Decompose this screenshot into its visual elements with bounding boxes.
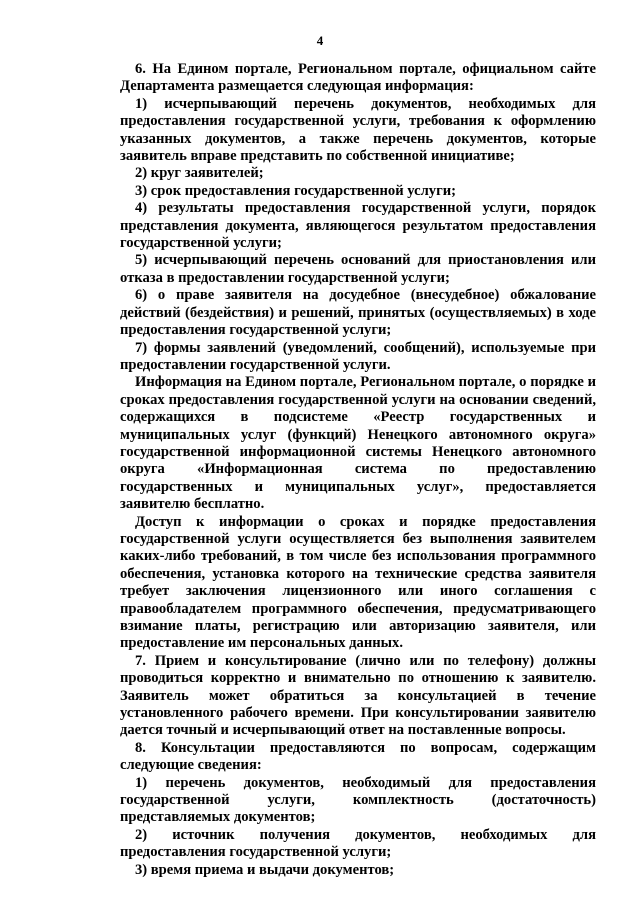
paragraph-8-intro: 8. Консультации предоставляются по вопросам, содержащим следующие сведения: (120, 739, 596, 774)
document-body (120, 61, 596, 879)
paragraph-7-consulting: 7. Прием и консультирование (лично или по телефону) должны проводиться корректно и внимательно по отношению к заявителю. Заявитель может обратиться за консультацией в течение установленного рабочего времени. При консультировании заявителю дается точный и исчерпывающий ответ на поставленные вопросы. (120, 652, 596, 739)
paragraph-info-portal: Информация на Едином портале, Региональном портале, о порядке и сроках предоставления государственной услуги на основании сведений, содержащихся в подсистеме «Реестр государственных и муниципальных услуг (функций) Ненецкого автономного округа» государственной информационной системы Ненецкого автономного округа «Информационная система по предоставлению государственных и муниципальных услуг», предоставляется заявителю бесплатно. (120, 374, 596, 513)
list-item-time: 3) время приема и выдачи документов; (135, 861, 395, 878)
list-item-grounds: 5) исчерпывающий перечень оснований для приостановления или отказа в предоставлении государственной услуги; (120, 252, 596, 286)
list-item-appeal: 6) о праве заявителя на досудебное (внесудебное) обжалование действий (бездействия) и решений, принятых (осуществляемых) в ходе предоставления государственной услуги; (120, 287, 596, 339)
list-item-results: 4) результаты предоставления государственной услуги, порядок представления документа, являющегося результатом предоставления государственной услуги; (120, 200, 596, 252)
list-item-source: 2) источник получения документов, необходимых для предоставления государственной услуги; (120, 826, 596, 861)
list-item-forms: 7) формы заявлений (уведомлений, сообщений), используемые при предоставлении государственной услуги. (120, 339, 596, 373)
page-number: 4 (316, 33, 324, 48)
list-item-term: 3) срок предоставления государственной услуги; (135, 182, 456, 199)
list-item-documents: 1) исчерпывающий перечень документов, необходимых для предоставления государственной услуги, требования к оформлению указанных документов, а также перечень документов, которые заявитель вправе представить по собственной инициативе; (120, 95, 596, 165)
paragraph-access: Доступ к информации о сроках и порядке предоставления государственной услуги осуществляется без выполнения заявителем каких-либо требований, в том числе без использования программного обеспечения, установка которого на технические средства заявителя требует заключения лицензионного или иного соглашения с правообладателем программного обеспечения, предусматривающего взимание платы, регистрацию или авторизацию заявителя, или предоставление им персональных данных. (120, 513, 596, 652)
list-item-document-list: 1) перечень документов, необходимый для предоставления государственной услуги, комплектность (достаточность) представляемых документов; (120, 774, 596, 826)
paragraph-6-intro: 6. На Едином портале, Региональном портале, официальном сайте Департамента размещается следующая информация: (120, 61, 596, 95)
list-item-applicants: 2) круг заявителей; (135, 165, 264, 182)
